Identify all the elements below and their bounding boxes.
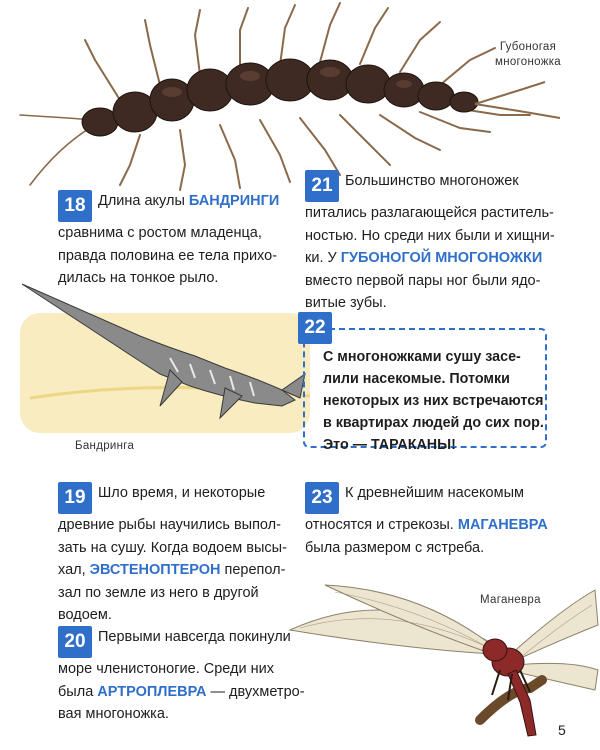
fact-20-line-1 bbox=[58, 626, 308, 658]
page-number-text: 5 bbox=[558, 722, 566, 738]
centipede-caption bbox=[478, 40, 578, 70]
fact-19-text-a: хал, bbox=[58, 562, 90, 579]
bandringa-caption bbox=[75, 440, 134, 452]
fact-19-text-b: перепол- bbox=[220, 562, 286, 579]
fact-number-badge: 23 bbox=[305, 482, 339, 514]
fact-21-keyword: ГУБОНОГОЙ МНОГОНОЖКИ bbox=[340, 250, 543, 267]
fact-20-text: Первыми навсегда покинули bbox=[98, 629, 291, 645]
meganeura-caption-text: Маганевра bbox=[480, 594, 541, 606]
fact-20-line-3 bbox=[58, 681, 308, 704]
fact-19-keyword: ЭВСТЕНОПТЕРОН bbox=[89, 562, 221, 579]
fact-number-badge: 20 bbox=[58, 626, 92, 658]
fact-20-keyword: АРТРОПЛЕВРА bbox=[97, 683, 207, 700]
fact-18-line-1 bbox=[58, 190, 298, 222]
fact-number-badge: 19 bbox=[58, 482, 92, 514]
fact-20 bbox=[58, 626, 308, 726]
fact-18 bbox=[58, 190, 298, 290]
fact-22-box bbox=[303, 328, 547, 453]
fact-22-line-1: С многоножками сушу засе- bbox=[323, 349, 521, 365]
meganeura-illustration bbox=[280, 570, 600, 750]
fact-19-line-5: зал по земле из него в другой bbox=[58, 584, 259, 601]
fact-21-line-5: вместо первой пары ног были ядо- bbox=[305, 272, 541, 289]
fact-22-line-5: Это — ТАРАКАНЫ! bbox=[323, 437, 456, 453]
fact-19-line-4 bbox=[58, 559, 308, 582]
fact-number-badge: 22 bbox=[298, 312, 332, 344]
fact-21-line-1 bbox=[305, 170, 585, 202]
fact-21-line-3: ностью. Но среди них были и хищни- bbox=[305, 227, 555, 244]
bandringa-caption-text: Бандринга bbox=[75, 440, 135, 452]
fact-22-line-4: в квартирах людей до сих пор. bbox=[323, 415, 544, 431]
fact-23 bbox=[305, 482, 585, 559]
fact-21 bbox=[305, 170, 585, 315]
fact-21-text-a: ки. У bbox=[305, 250, 341, 267]
fact-20-text-a: была bbox=[58, 683, 98, 700]
fact-number-badge: 21 bbox=[305, 170, 339, 202]
fact-20-text-b: — двухметро- bbox=[206, 683, 305, 700]
fact-20-line-4: вая многоножка. bbox=[58, 706, 169, 723]
centipede-caption-text: Губоногая многоножка bbox=[495, 41, 561, 68]
fact-23-line-3: была размером с ястреба. bbox=[305, 539, 485, 556]
fact-19-line-6: водоем. bbox=[58, 607, 112, 624]
meganeura-caption bbox=[480, 594, 541, 606]
fact-18-line-4: дилась на тонкое рыло. bbox=[58, 270, 219, 287]
fact-18-line-2: сравнима с ростом младенца, bbox=[58, 225, 262, 242]
fact-22-line-2: лили насекомые. Потомки bbox=[323, 371, 510, 387]
fact-23-text-a: относятся и стрекозы. bbox=[305, 517, 458, 534]
fact-19-text: Шло время, и некоторые bbox=[98, 485, 266, 501]
fact-23-keyword: МАГАНЕВРА bbox=[457, 517, 548, 534]
fact-number-badge: 18 bbox=[58, 190, 92, 222]
fact-20-line-2: море членистоногие. Среди них bbox=[58, 661, 274, 678]
fact-22-line-3: некоторых из них встречаются bbox=[323, 393, 544, 409]
fact-21-line-6: витые зубы. bbox=[305, 295, 387, 312]
fact-19-line-3: зать на сушу. Когда водоем высы- bbox=[58, 539, 287, 556]
page-number bbox=[558, 722, 566, 738]
fact-21-line-2: питались разлагающейся раститель- bbox=[305, 205, 554, 222]
fact-23-text: К древнейшим насекомым bbox=[345, 485, 524, 501]
fact-18-keyword: БАНДРИНГИ bbox=[188, 193, 280, 209]
fact-18-text: Длина акулы bbox=[98, 193, 189, 209]
fact-18-line-3: правда половина ее тела прихо- bbox=[58, 247, 278, 264]
fact-19-line-2: древние рыбы научились выпол- bbox=[58, 517, 281, 534]
fact-19 bbox=[58, 482, 308, 627]
bandringa-illustration bbox=[20, 278, 310, 468]
fact-21-text: Большинство многоножек bbox=[345, 173, 519, 189]
fact-19-line-1 bbox=[58, 482, 308, 514]
fact-21-line-4 bbox=[305, 247, 585, 270]
fact-23-line-2 bbox=[305, 514, 585, 537]
fact-23-line-1 bbox=[305, 482, 585, 514]
